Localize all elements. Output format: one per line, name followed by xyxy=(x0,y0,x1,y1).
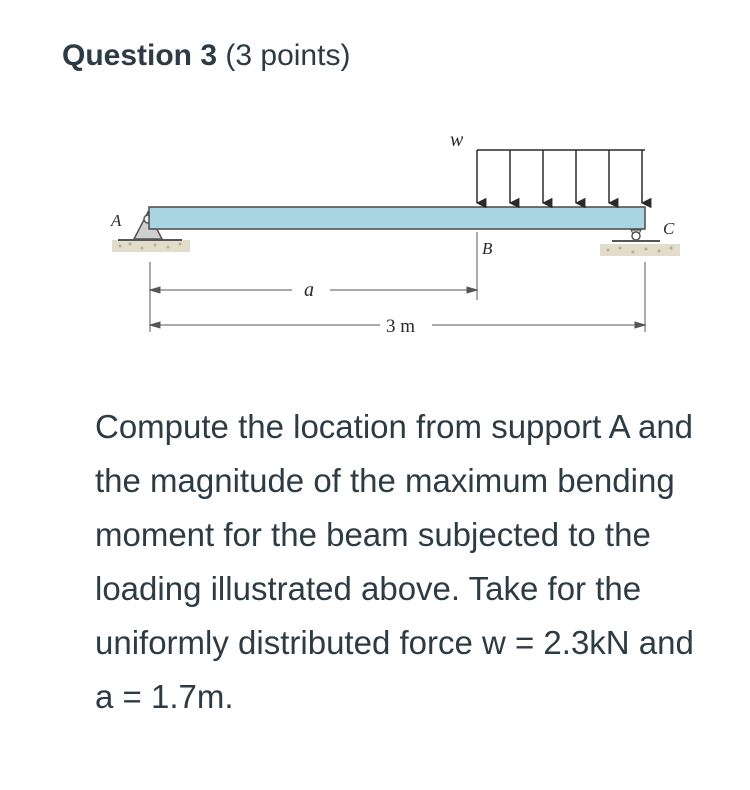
distributed-load xyxy=(477,150,645,203)
support-a-label: A xyxy=(111,211,122,230)
ground-a xyxy=(112,240,190,252)
question-title: Question 3 xyxy=(62,39,218,72)
roller-support-c xyxy=(612,230,660,241)
point-b-label: B xyxy=(482,239,493,258)
beam xyxy=(149,207,645,229)
support-c-label: C xyxy=(663,219,675,238)
load-label: w xyxy=(450,129,464,151)
ground-c xyxy=(600,244,680,256)
dimension-a-label: a xyxy=(304,279,314,301)
question-points: (3 points) xyxy=(225,39,351,72)
beam-diagram xyxy=(0,0,750,380)
dimension-span-label: 3 m xyxy=(386,316,416,337)
question-text: Compute the location from support A and the magnitude of the maximum bending moment for the beam subjected to the loading illustrated above. Take for the uniformly distributed force w = 2.3kN and a = 1.7m. xyxy=(95,408,694,715)
